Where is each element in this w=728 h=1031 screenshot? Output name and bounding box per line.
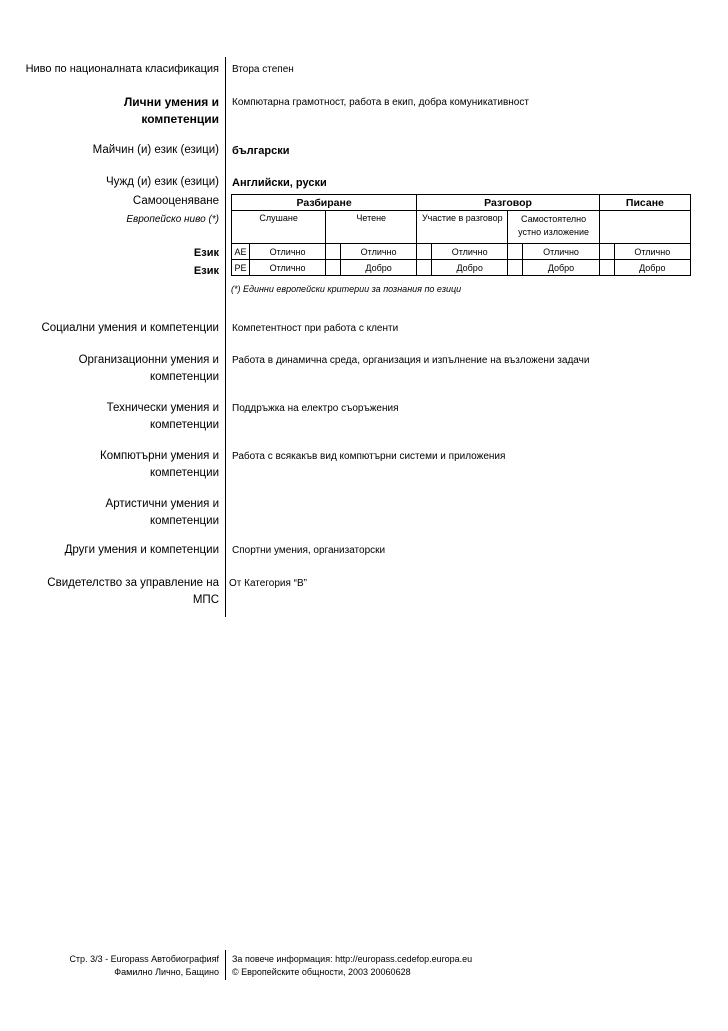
footer-divider: [225, 950, 226, 980]
sub-production-line2: устно изложение: [518, 227, 589, 237]
personal-skills-label-1: Лични умения и: [123, 95, 219, 109]
personal-skills-label-2: компетенции: [141, 112, 219, 126]
technical-skills-label-1: Технически умения и: [106, 402, 219, 414]
computer-skills-label-2: компетенции: [149, 467, 219, 479]
column-divider: [225, 57, 226, 617]
artistic-skills-label-2: компетенции: [149, 515, 219, 527]
organisational-skills-label-1: Организационни умения и: [78, 354, 219, 366]
language-footnote: (*) Единни европейски критерии за познания по езици: [231, 284, 462, 294]
computer-skills-label-1: Компютърни умения и: [100, 450, 219, 462]
technical-skills-label-2: компетенции: [149, 419, 219, 431]
level-cell: Добро: [340, 260, 416, 276]
group-writing: Писане: [599, 195, 690, 211]
other-skills-value: Спортни умения, организаторски: [232, 545, 386, 556]
nqf-label: Ниво по националната класификация: [25, 63, 219, 75]
sub-listening: Слушане: [232, 211, 326, 244]
sub-reading: Четене: [326, 211, 417, 244]
level-cell: Добро: [614, 260, 690, 276]
other-languages-label: Чужд (и) език (езици): [106, 176, 219, 188]
mother-tongue-label: Майчин (и) език (езици): [92, 144, 219, 156]
level-cell: Отлично: [249, 260, 325, 276]
language-row: [232, 260, 691, 276]
footer-page-info: Стр. 3/3 - Europass Автобиографияf: [69, 954, 219, 964]
mother-tongue-value: български: [232, 145, 290, 157]
level-cell: Отлично: [432, 244, 508, 260]
sub-interaction: Участие в разговор: [417, 211, 508, 244]
european-level-label: Европейско ниво (*): [126, 214, 219, 225]
level-cell: Отлично: [340, 244, 416, 260]
footer-more-info: За повече информация: http://europass.cedefop.europa.eu: [232, 954, 473, 964]
level-code-cell: [508, 260, 523, 276]
computer-skills-value: Работа с всякакъв вид компютърни системи и приложения: [232, 451, 506, 462]
social-skills-value: Компетентност при работа с кленти: [232, 323, 399, 334]
level-code-cell: [326, 244, 341, 260]
group-understanding: Разбиране: [232, 195, 417, 211]
level-code-cell: [508, 244, 523, 260]
language-code: АЕ: [232, 244, 250, 260]
sub-production: [508, 211, 600, 244]
level-cell: Добро: [523, 260, 600, 276]
driving-licence-label-2: МПС: [192, 594, 219, 606]
artistic-skills-label-1: Артистични умения и: [105, 498, 219, 510]
sub-production-line1: Самостоятелно: [520, 214, 587, 224]
level-cell: Добро: [432, 260, 508, 276]
organisational-skills-value: Работа в динамична среда, организация и изпълнение на възложени задачи: [232, 355, 590, 366]
language-row-label: Език: [193, 265, 219, 277]
level-code-cell: [417, 260, 432, 276]
other-skills-label: Други умения и компетенции: [64, 544, 219, 556]
language-code: РЕ: [232, 260, 250, 276]
organisational-skills-label-2: компетенции: [149, 371, 219, 383]
language-row-label: Език: [193, 247, 219, 259]
level-code-cell: [417, 244, 432, 260]
level-code-cell: [599, 260, 614, 276]
driving-licence-value: От Категория “В”: [229, 578, 307, 589]
personal-skills-value: Компютарна грамотност, работа в екип, добра комуникативност: [232, 97, 529, 108]
driving-licence-label-1: Свидетелство за управление на: [47, 577, 219, 589]
level-cell: Отлично: [523, 244, 600, 260]
level-code-cell: [326, 260, 341, 276]
footer-copyright: © Европейските общности, 2003 20060628: [232, 967, 411, 977]
technical-skills-value: Поддръжка на електро съоръжения: [232, 403, 399, 414]
group-speaking: Разговор: [417, 195, 600, 211]
footer-name: Фамилно Лично, Бащино: [114, 967, 219, 977]
language-row: [232, 244, 691, 260]
self-assessment-label: Самооценяване: [132, 195, 219, 207]
level-cell: Отлично: [249, 244, 325, 260]
level-cell: Отлично: [614, 244, 690, 260]
social-skills-label: Социални умения и компетенции: [41, 322, 219, 334]
language-table: [231, 194, 691, 276]
level-code-cell: [599, 244, 614, 260]
nqf-value: Втора степен: [232, 64, 294, 75]
other-languages-value: Английски, руски: [232, 177, 327, 189]
sub-writing: [599, 211, 690, 244]
